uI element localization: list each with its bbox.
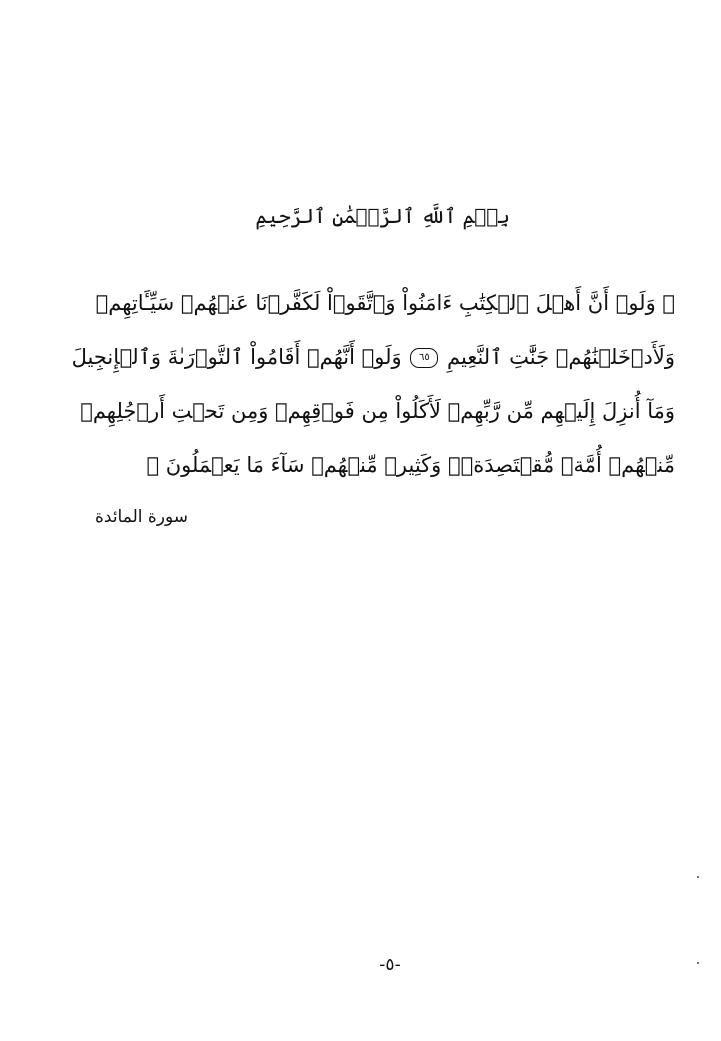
verse-line-2-start: وَلَأَدۡخَلۡنَٰهُمۡ جَنَّٰتِ ٱلنَّعِيمِ (447, 345, 675, 369)
ayah-number-marker: ٦٥ (410, 348, 438, 368)
quran-verse-block (71, 276, 675, 492)
surah-name-label: سورة المائدة (95, 507, 189, 527)
scan-speck (697, 876, 699, 878)
verse-line-3: وَمَآ أُنزِلَ إِلَيۡهِم مِّن رَّبِّهِمۡ لَأَكَلُواْ مِن فَوۡقِهِمۡ وَمِن تَحۡتِ أَرۡجُلِهِمۚ (80, 399, 675, 423)
basmala-heading: بِسۡمِ ٱللَّهِ ٱلرَّحۡمَٰنِ ٱلرَّحِيمِ (255, 204, 510, 228)
verse-line-4: مِّنۡهُمۡ أُمَّةٞ مُّقۡتَصِدَةٞۖ وَكَثِيرٞ مِّنۡهُمۡ سَآءَ مَا يَعۡمَلُونَ ﴾ (146, 453, 675, 477)
verse-line-2 (71, 330, 675, 384)
verse-line-2-end: وَلَوۡ أَنَّهُمۡ أَقَامُواْ ٱلتَّوۡرَىٰةَ وَٱلۡإِنجِيلَ (71, 345, 402, 369)
verse-line-1: ﴿ وَلَوۡ أَنَّ أَهۡلَ ٱلۡكِتَٰبِ ءَامَنُواْ وَٱتَّقَوۡاْ لَكَفَّرۡنَا عَنۡهُمۡ سَيِّـَٔاتِهِمۡ (95, 291, 675, 315)
page-number: -٥- (379, 955, 401, 975)
scan-speck (697, 962, 699, 964)
